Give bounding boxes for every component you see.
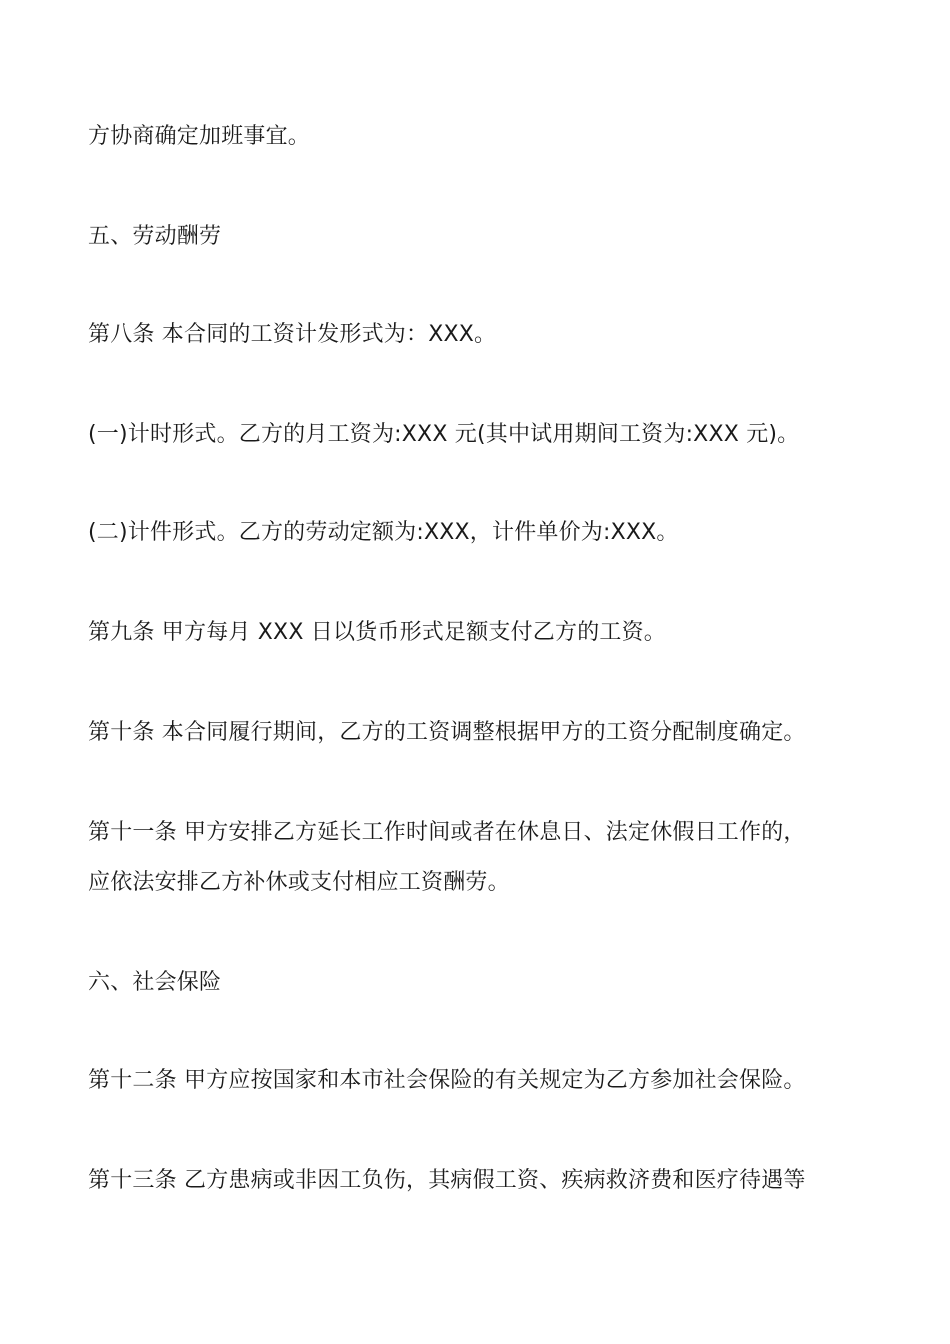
section-heading: 六、社会保险 xyxy=(88,970,222,995)
text-line: 第九条 甲方每月 XXX 日以货币形式足额支付乙方的工资。 xyxy=(88,620,666,645)
text-line: 方协商确定加班事宜。 xyxy=(88,124,311,149)
text-line: 第八条 本合同的工资计发形式为：XXX。 xyxy=(88,322,497,347)
section-heading: 五、劳动酬劳 xyxy=(88,224,222,249)
text-line: 第十三条 乙方患病或非因工负伤，其病假工资、疾病救济费和医疗待遇等 xyxy=(88,1168,806,1193)
text-line: 第十一条 甲方安排乙方延长工作时间或者在休息日、法定休假日工作的， xyxy=(88,820,806,845)
text-line: 应依法安排乙方补休或支付相应工资酬劳。 xyxy=(88,870,510,895)
text-line: 第十条 本合同履行期间，乙方的工资调整根据甲方的工资分配制度确定。 xyxy=(88,720,806,745)
text-line: (二)计件形式。乙方的劳动定额为:XXX，计件单价为:XXX。 xyxy=(88,520,679,545)
text-line: (一)计时形式。乙方的月工资为:XXX 元(其中试用期间工资为:XXX 元)。 xyxy=(88,422,800,447)
text-line: 第十二条 甲方应按国家和本市社会保险的有关规定为乙方参加社会保险。 xyxy=(88,1068,806,1093)
